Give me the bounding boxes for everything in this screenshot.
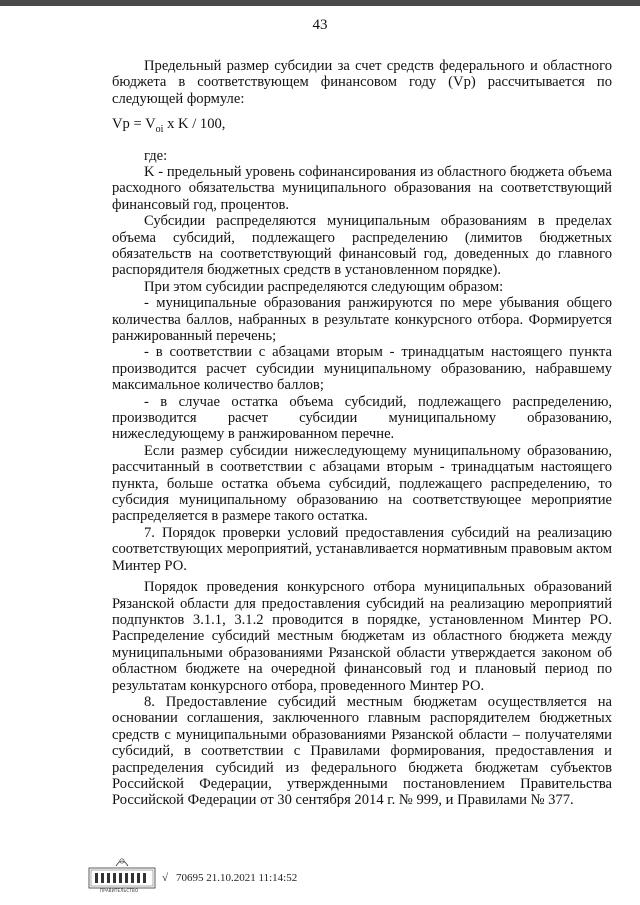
registration-code: 70695 21.10.2021 11:14:52: [176, 872, 298, 884]
paragraph-distribution-limits: Субсидии распределяются муниципальным образованиям в пределах объема субсидий, подлежащего распределению (лимитов бюджетных обязательств на соответствующий финансовый год, доведенных до главного распорядителя бюджетных средств в установленном порядке).: [112, 213, 612, 279]
paragraph-remainder-rule: Если размер субсидии нижеследующему муниципальному образованию, рассчитанный в соответствии с абзацами вторым - тринадцатым настоящего пункта, больше остатка объема субсидий, подлежащего распределению, то субсидия муниципальному образованию на соответствующее мероприятие распределяется в размере такого остатка.: [112, 442, 612, 525]
page-top-border: [0, 0, 640, 6]
paragraph-distribution-method: При этом субсидии распределяются следующим образом:: [144, 278, 504, 295]
formula-lhs: Vp = V: [112, 116, 156, 133]
list-item-calculation: - в соответствии с абзацами вторым - тринадцатым настоящего пункта производится расчет субсидии муниципальному образованию, набравшему максимальное количество баллов;: [112, 344, 612, 394]
list-item-remainder: - в случае остатка объема субсидий, подлежащего распределению, производится расчет субсидии муниципальному образованию, нижеследующему в ранжированном перечне.: [112, 393, 612, 443]
paragraph-k-definition: K - предельный уровень софинансирования из областного бюджета объема расходного обязательства муниципального образования на соответствующий финансовый год, процентов.: [112, 163, 612, 213]
paragraph-where: где:: [144, 147, 168, 164]
formula-subscript: oi: [155, 124, 164, 136]
page-number: 43: [312, 17, 328, 33]
paragraph-max-subsidy: Предельный размер субсидии за счет средств федерального и областного бюджета в соответствующем финансовом году (Vp) рассчитывается по следующей формуле:: [112, 58, 612, 107]
formula: [112, 116, 612, 138]
document-footer: [88, 852, 488, 900]
formula-rhs: x K / 100,: [163, 116, 226, 133]
paragraph-section-8: 8. Предоставление субсидий местным бюджетам осуществляется на основании соглашения, заключенного главным распорядителем бюджетных средств с муниципальными образованиями Рязанской области – получателями субсидий, в соответствии с Правилами формирования, предоставления и распределения субсидий из федерального бюджета бюджетам субъектов Российской Федерации, утвержденными постановлением Правительства Российской Федерации от 30 сентября 2014 г. № 999, и Правилами № 377.: [112, 693, 612, 809]
paragraph-competition-procedure: Порядок проведения конкурсного отбора муниципальных образований Рязанской области для предоставления субсидий на реализацию мероприятий подпунктов 3.1.1, 3.1.2 проводится в порядке, установленном Минтер РО. Распределение субсидий местным бюджетам из областного бюджета между муниципальными образованиями Рязанской области утверждается законом об областном бюджете на очередной финансовый год и плановый период по результатам конкурсного отбора, проведенного Минтер РО.: [112, 579, 612, 694]
list-item-ranking: - муниципальные образования ранжируются по мере убывания общего количества баллов, набранных в результате конкурсного отбора. Формируется ранжированный перечень;: [112, 295, 612, 344]
document-body: [112, 58, 612, 809]
stamp-caption: ПРАВИТЕЛЬСТВО: [100, 888, 139, 893]
check-mark-icon: √: [162, 872, 169, 884]
paragraph-section-7: 7. Порядок проверки условий предоставления субсидий на реализацию соответствующих мероприятий, устанавливается нормативным правовым актом Минтер РО.: [112, 524, 612, 574]
